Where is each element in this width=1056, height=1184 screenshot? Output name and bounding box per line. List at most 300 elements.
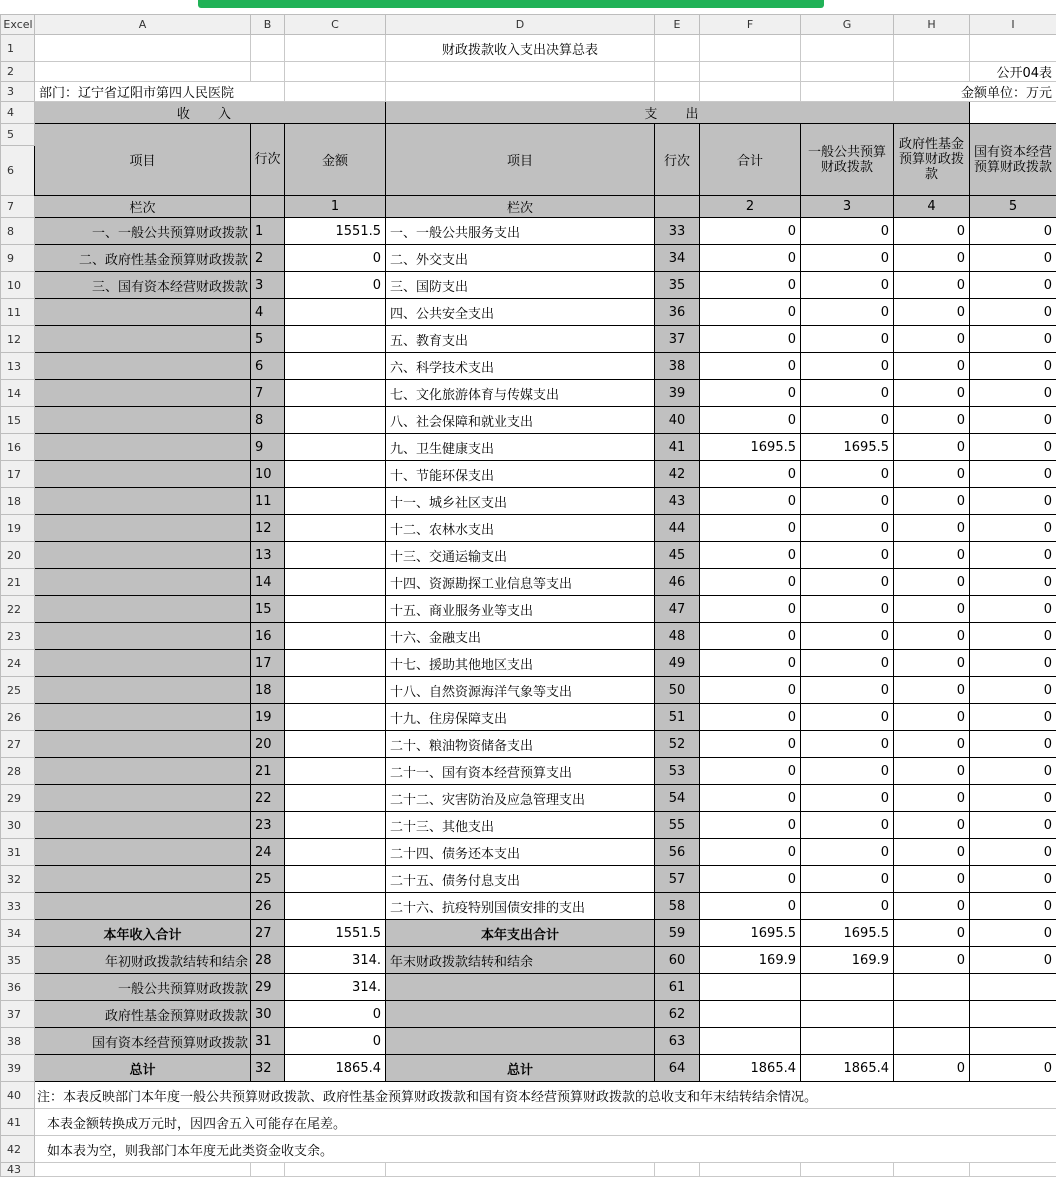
carry-in-amount[interactable]: 314. xyxy=(285,947,386,974)
col-header-h[interactable]: H xyxy=(894,15,970,35)
expense-row-no[interactable]: 44 xyxy=(655,515,700,542)
cell[interactable] xyxy=(285,515,386,542)
cell[interactable] xyxy=(700,1001,801,1028)
expense-row-no[interactable]: 57 xyxy=(655,866,700,893)
soe-budget-value[interactable]: 0 xyxy=(970,407,1056,434)
fund-budget-value[interactable]: 0 xyxy=(894,866,970,893)
sheet-title[interactable]: 财政拨款收入支出决算总表 xyxy=(386,35,655,62)
row-number[interactable]: 8 xyxy=(1,218,35,245)
expense-total-value[interactable]: 0 xyxy=(700,380,801,407)
income-row-no[interactable]: 23 xyxy=(251,812,285,839)
expense-item-label[interactable]: 十五、商业服务业等支出 xyxy=(386,596,655,623)
row-number[interactable]: 12 xyxy=(1,326,35,353)
header-income-item[interactable]: 项目 xyxy=(35,124,251,196)
cell[interactable] xyxy=(285,731,386,758)
row-number[interactable]: 32 xyxy=(1,866,35,893)
cell[interactable] xyxy=(35,353,251,380)
expense-total-value[interactable]: 0 xyxy=(700,704,801,731)
row-number[interactable]: 2 xyxy=(1,62,35,82)
cell[interactable] xyxy=(35,785,251,812)
cell[interactable] xyxy=(35,488,251,515)
row-number[interactable]: 42 xyxy=(1,1136,35,1163)
row-number[interactable]: 20 xyxy=(1,542,35,569)
income-row-no[interactable]: 2 xyxy=(251,245,285,272)
cell[interactable] xyxy=(285,785,386,812)
income-row-no[interactable]: 31 xyxy=(251,1028,285,1055)
soe-budget-value[interactable]: 0 xyxy=(970,299,1056,326)
expense-item-label[interactable]: 六、科学技术支出 xyxy=(386,353,655,380)
income-amount-value[interactable]: 1551.5 xyxy=(285,218,386,245)
grand-expense-general[interactable]: 1865.4 xyxy=(801,1055,894,1082)
row-number[interactable]: 37 xyxy=(1,1001,35,1028)
expense-row-no[interactable]: 34 xyxy=(655,245,700,272)
expense-total-soe[interactable]: 0 xyxy=(970,920,1056,947)
cell[interactable] xyxy=(35,704,251,731)
header-expense-item[interactable]: 项目 xyxy=(386,124,655,196)
cell[interactable] xyxy=(285,35,386,62)
expense-total-general[interactable]: 1695.5 xyxy=(801,920,894,947)
carry-out-soe[interactable]: 0 xyxy=(970,947,1056,974)
soe-budget-value[interactable]: 0 xyxy=(970,380,1056,407)
cell[interactable] xyxy=(970,1001,1056,1028)
row-number[interactable]: 3 xyxy=(1,82,35,102)
income-row-no[interactable]: 14 xyxy=(251,569,285,596)
cell[interactable] xyxy=(801,1163,894,1177)
expense-row-no[interactable]: 52 xyxy=(655,731,700,758)
cell[interactable] xyxy=(285,596,386,623)
general-budget-value[interactable]: 0 xyxy=(801,866,894,893)
income-row-no[interactable]: 9 xyxy=(251,434,285,461)
fund-budget-value[interactable]: 0 xyxy=(894,893,970,920)
expense-total-value[interactable]: 0 xyxy=(700,839,801,866)
expense-item-label[interactable]: 十六、金融支出 xyxy=(386,623,655,650)
row-number[interactable]: 18 xyxy=(1,488,35,515)
fund-budget-value[interactable]: 0 xyxy=(894,515,970,542)
soe-budget-value[interactable]: 0 xyxy=(970,245,1056,272)
soe-budget-value[interactable]: 0 xyxy=(970,704,1056,731)
expense-total-value[interactable]: 0 xyxy=(700,353,801,380)
expense-row-no[interactable]: 42 xyxy=(655,461,700,488)
cell[interactable] xyxy=(35,380,251,407)
fund-budget-value[interactable]: 0 xyxy=(894,758,970,785)
carry-in-label[interactable]: 政府性基金预算财政拨款 xyxy=(35,1001,251,1028)
cell[interactable] xyxy=(655,62,700,82)
expense-total-value[interactable]: 0 xyxy=(700,866,801,893)
carry-in-label[interactable]: 国有资本经营预算财政拨款 xyxy=(35,1028,251,1055)
cell[interactable] xyxy=(894,1163,970,1177)
soe-budget-value[interactable]: 0 xyxy=(970,542,1056,569)
row-number[interactable]: 25 xyxy=(1,677,35,704)
cell[interactable] xyxy=(386,1001,655,1028)
expense-row-no[interactable]: 59 xyxy=(655,920,700,947)
row-number[interactable]: 35 xyxy=(1,947,35,974)
col-num-4[interactable]: 4 xyxy=(894,196,970,218)
expense-total-value[interactable]: 0 xyxy=(700,515,801,542)
income-row-no[interactable]: 15 xyxy=(251,596,285,623)
expense-item-label[interactable]: 十一、城乡社区支出 xyxy=(386,488,655,515)
unit-label[interactable]: 金额单位：万元 xyxy=(894,82,1056,102)
cell[interactable] xyxy=(894,62,970,82)
soe-budget-value[interactable]: 0 xyxy=(970,677,1056,704)
col-header-i[interactable]: I xyxy=(970,15,1056,35)
cell[interactable] xyxy=(700,35,801,62)
expense-item-label[interactable]: 一、一般公共服务支出 xyxy=(386,218,655,245)
soe-budget-value[interactable]: 0 xyxy=(970,461,1056,488)
expense-item-label[interactable]: 十四、资源勘探工业信息等支出 xyxy=(386,569,655,596)
expense-total-fund[interactable]: 0 xyxy=(894,920,970,947)
income-row-no[interactable]: 32 xyxy=(251,1055,285,1082)
grand-expense-fund[interactable]: 0 xyxy=(894,1055,970,1082)
footnote[interactable]: 本表金额转换成万元时，因四舍五入可能存在尾差。 xyxy=(35,1109,1056,1136)
header-income-amount[interactable]: 金额 xyxy=(285,124,386,196)
row-number[interactable]: 1 xyxy=(1,35,35,62)
income-row-no[interactable]: 13 xyxy=(251,542,285,569)
carry-in-label[interactable]: 一般公共预算财政拨款 xyxy=(35,974,251,1001)
cell[interactable] xyxy=(251,35,285,62)
general-budget-value[interactable]: 0 xyxy=(801,326,894,353)
expense-total-value[interactable]: 0 xyxy=(700,245,801,272)
expense-row-no[interactable]: 49 xyxy=(655,650,700,677)
row-number[interactable]: 6 xyxy=(1,146,35,196)
income-row-no[interactable]: 16 xyxy=(251,623,285,650)
col-header-b[interactable]: B xyxy=(251,15,285,35)
expense-row-no[interactable]: 54 xyxy=(655,785,700,812)
cell[interactable] xyxy=(35,542,251,569)
soe-budget-value[interactable]: 0 xyxy=(970,569,1056,596)
expense-row-no[interactable]: 50 xyxy=(655,677,700,704)
expense-item-label[interactable]: 二十、粮油物资储备支出 xyxy=(386,731,655,758)
row-number[interactable]: 14 xyxy=(1,380,35,407)
grand-expense-total[interactable]: 1865.4 xyxy=(700,1055,801,1082)
expense-item-label[interactable]: 二、外交支出 xyxy=(386,245,655,272)
general-budget-value[interactable]: 0 xyxy=(801,272,894,299)
income-row-no[interactable]: 4 xyxy=(251,299,285,326)
cell[interactable] xyxy=(35,893,251,920)
income-row-no[interactable]: 12 xyxy=(251,515,285,542)
cell[interactable] xyxy=(700,1163,801,1177)
cell[interactable] xyxy=(35,812,251,839)
expense-row-no[interactable]: 35 xyxy=(655,272,700,299)
expense-total-value[interactable]: 0 xyxy=(700,461,801,488)
cell[interactable] xyxy=(285,434,386,461)
cell[interactable] xyxy=(285,461,386,488)
expense-total-value[interactable]: 0 xyxy=(700,407,801,434)
expense-row-no[interactable]: 64 xyxy=(655,1055,700,1082)
row-number[interactable]: 40 xyxy=(1,1082,35,1109)
general-budget-value[interactable]: 0 xyxy=(801,758,894,785)
expense-item-label[interactable]: 四、公共安全支出 xyxy=(386,299,655,326)
expense-row-no[interactable]: 56 xyxy=(655,839,700,866)
general-budget-value[interactable]: 0 xyxy=(801,380,894,407)
fund-budget-value[interactable]: 0 xyxy=(894,542,970,569)
col-header-a[interactable]: A xyxy=(35,15,251,35)
cell[interactable] xyxy=(894,35,970,62)
expense-item-label[interactable]: 三、国防支出 xyxy=(386,272,655,299)
income-row-no[interactable]: 18 xyxy=(251,677,285,704)
expense-row-no[interactable]: 47 xyxy=(655,596,700,623)
cell[interactable] xyxy=(285,353,386,380)
row-number[interactable]: 28 xyxy=(1,758,35,785)
income-row-no[interactable]: 27 xyxy=(251,920,285,947)
row-number[interactable]: 10 xyxy=(1,272,35,299)
carry-in-amount[interactable]: 0 xyxy=(285,1001,386,1028)
expense-item-label[interactable]: 二十三、其他支出 xyxy=(386,812,655,839)
soe-budget-value[interactable]: 0 xyxy=(970,326,1056,353)
cell[interactable] xyxy=(35,569,251,596)
row-number[interactable]: 41 xyxy=(1,1109,35,1136)
cell[interactable] xyxy=(386,82,655,102)
income-row-no[interactable]: 7 xyxy=(251,380,285,407)
expense-row-no[interactable]: 40 xyxy=(655,407,700,434)
fund-budget-value[interactable]: 0 xyxy=(894,245,970,272)
soe-budget-value[interactable]: 0 xyxy=(970,866,1056,893)
income-item-label[interactable]: 二、政府性基金预算财政拨款 xyxy=(35,245,251,272)
income-row-no[interactable]: 30 xyxy=(251,1001,285,1028)
expense-total-value[interactable]: 0 xyxy=(700,893,801,920)
cell[interactable] xyxy=(285,839,386,866)
carry-out-total[interactable]: 169.9 xyxy=(700,947,801,974)
expense-item-label[interactable]: 二十四、债务还本支出 xyxy=(386,839,655,866)
expense-item-label[interactable]: 七、文化旅游体育与传媒支出 xyxy=(386,380,655,407)
expense-row-no[interactable]: 55 xyxy=(655,812,700,839)
expense-total-value[interactable]: 1695.5 xyxy=(700,434,801,461)
fund-budget-value[interactable]: 0 xyxy=(894,731,970,758)
cell[interactable] xyxy=(35,1163,251,1177)
cell[interactable] xyxy=(35,35,251,62)
row-number[interactable]: 15 xyxy=(1,407,35,434)
row-number[interactable]: 34 xyxy=(1,920,35,947)
expense-item-label[interactable]: 十七、援助其他地区支出 xyxy=(386,650,655,677)
cell[interactable] xyxy=(285,82,386,102)
cell[interactable] xyxy=(285,542,386,569)
cell[interactable] xyxy=(894,974,970,1001)
cell[interactable] xyxy=(894,1001,970,1028)
grand-expense-label[interactable]: 总计 xyxy=(386,1055,655,1082)
cell[interactable] xyxy=(35,623,251,650)
header-soe-budget[interactable]: 国有资本经营预算财政拨款 xyxy=(970,124,1056,196)
col-num-1[interactable]: 1 xyxy=(285,196,386,218)
cell[interactable] xyxy=(655,82,700,102)
soe-budget-value[interactable]: 0 xyxy=(970,758,1056,785)
grand-income-label[interactable]: 总计 xyxy=(35,1055,251,1082)
expense-row-no[interactable]: 38 xyxy=(655,353,700,380)
cell[interactable] xyxy=(285,299,386,326)
fund-budget-value[interactable]: 0 xyxy=(894,434,970,461)
cell[interactable] xyxy=(35,596,251,623)
header-expense-total[interactable]: 合计 xyxy=(700,124,801,196)
soe-budget-value[interactable]: 0 xyxy=(970,515,1056,542)
general-budget-value[interactable]: 0 xyxy=(801,407,894,434)
expense-total-value[interactable]: 0 xyxy=(700,488,801,515)
cell[interactable] xyxy=(801,35,894,62)
row-number[interactable]: 36 xyxy=(1,974,35,1001)
cell[interactable] xyxy=(285,650,386,677)
expense-total-label[interactable]: 本年支出合计 xyxy=(386,920,655,947)
expense-row-no[interactable]: 43 xyxy=(655,488,700,515)
general-budget-value[interactable]: 0 xyxy=(801,515,894,542)
income-item-label[interactable]: 一、一般公共预算财政拨款 xyxy=(35,218,251,245)
row-number[interactable]: 13 xyxy=(1,353,35,380)
col-num-2[interactable]: 2 xyxy=(700,196,801,218)
expense-total-value[interactable]: 0 xyxy=(700,326,801,353)
soe-budget-value[interactable]: 0 xyxy=(970,893,1056,920)
soe-budget-value[interactable]: 0 xyxy=(970,434,1056,461)
expense-row-no[interactable]: 58 xyxy=(655,893,700,920)
fund-budget-value[interactable]: 0 xyxy=(894,353,970,380)
expense-item-label[interactable]: 十三、交通运输支出 xyxy=(386,542,655,569)
soe-budget-value[interactable]: 0 xyxy=(970,785,1056,812)
income-row-no[interactable]: 21 xyxy=(251,758,285,785)
cell[interactable] xyxy=(285,623,386,650)
expense-total-total[interactable]: 1695.5 xyxy=(700,920,801,947)
carry-out-fund[interactable]: 0 xyxy=(894,947,970,974)
col-header-g[interactable]: G xyxy=(801,15,894,35)
form-code[interactable]: 公开04表 xyxy=(970,62,1056,82)
general-budget-value[interactable]: 0 xyxy=(801,299,894,326)
cell[interactable] xyxy=(285,380,386,407)
fund-budget-value[interactable]: 0 xyxy=(894,704,970,731)
fund-budget-value[interactable]: 0 xyxy=(894,326,970,353)
cell[interactable] xyxy=(285,1163,386,1177)
carry-in-amount[interactable]: 0 xyxy=(285,1028,386,1055)
general-budget-value[interactable]: 0 xyxy=(801,596,894,623)
income-row-no[interactable]: 28 xyxy=(251,947,285,974)
expense-item-label[interactable]: 十、节能环保支出 xyxy=(386,461,655,488)
row-number[interactable]: 43 xyxy=(1,1163,35,1177)
fund-budget-value[interactable]: 0 xyxy=(894,488,970,515)
cell[interactable] xyxy=(700,82,801,102)
expense-total-value[interactable]: 0 xyxy=(700,650,801,677)
general-budget-value[interactable]: 0 xyxy=(801,731,894,758)
expense-total-value[interactable]: 0 xyxy=(700,569,801,596)
cell[interactable] xyxy=(386,1163,655,1177)
soe-budget-value[interactable]: 0 xyxy=(970,272,1056,299)
income-row-no[interactable]: 17 xyxy=(251,650,285,677)
cell[interactable] xyxy=(35,758,251,785)
cell[interactable] xyxy=(35,407,251,434)
col-header-c[interactable]: C xyxy=(285,15,386,35)
cell[interactable] xyxy=(35,62,251,82)
department-label[interactable]: 部门：辽宁省辽阳市第四人民医院 xyxy=(35,82,285,102)
income-row-no[interactable]: 8 xyxy=(251,407,285,434)
expense-row-no[interactable]: 33 xyxy=(655,218,700,245)
fund-budget-value[interactable]: 0 xyxy=(894,785,970,812)
cell[interactable] xyxy=(894,1028,970,1055)
carry-out-label[interactable]: 年末财政拨款结转和结余 xyxy=(386,947,655,974)
soe-budget-value[interactable]: 0 xyxy=(970,839,1056,866)
header-fund-budget[interactable]: 政府性基金预算财政拨款 xyxy=(894,124,970,196)
cell[interactable] xyxy=(386,974,655,1001)
general-budget-value[interactable]: 0 xyxy=(801,812,894,839)
soe-budget-value[interactable]: 0 xyxy=(970,353,1056,380)
expense-item-label[interactable]: 九、卫生健康支出 xyxy=(386,434,655,461)
soe-budget-value[interactable]: 0 xyxy=(970,218,1056,245)
fund-budget-value[interactable]: 0 xyxy=(894,461,970,488)
expense-item-label[interactable]: 二十二、灾害防治及应急管理支出 xyxy=(386,785,655,812)
cell[interactable] xyxy=(970,35,1056,62)
cell[interactable] xyxy=(970,1028,1056,1055)
expense-item-label[interactable]: 十八、自然资源海洋气象等支出 xyxy=(386,677,655,704)
header-income-row-no[interactable]: 行次 xyxy=(251,124,285,196)
header-general-budget[interactable]: 一般公共预算财政拨款 xyxy=(801,124,894,196)
general-budget-value[interactable]: 1695.5 xyxy=(801,434,894,461)
general-budget-value[interactable]: 0 xyxy=(801,218,894,245)
row-number[interactable]: 22 xyxy=(1,596,35,623)
income-row-no[interactable]: 24 xyxy=(251,839,285,866)
cell[interactable] xyxy=(655,1163,700,1177)
expense-row-no[interactable]: 48 xyxy=(655,623,700,650)
lanci-label[interactable]: 栏次 xyxy=(386,196,655,218)
row-number[interactable]: 33 xyxy=(1,893,35,920)
soe-budget-value[interactable]: 0 xyxy=(970,731,1056,758)
cell[interactable] xyxy=(251,62,285,82)
row-number[interactable]: 11 xyxy=(1,299,35,326)
grand-income-amount[interactable]: 1865.4 xyxy=(285,1055,386,1082)
general-budget-value[interactable]: 0 xyxy=(801,353,894,380)
carry-out-general[interactable]: 169.9 xyxy=(801,947,894,974)
fund-budget-value[interactable]: 0 xyxy=(894,299,970,326)
soe-budget-value[interactable]: 0 xyxy=(970,650,1056,677)
row-number[interactable]: 5 xyxy=(1,124,35,146)
expense-row-no[interactable]: 62 xyxy=(655,1001,700,1028)
income-row-no[interactable]: 6 xyxy=(251,353,285,380)
expense-total-value[interactable]: 0 xyxy=(700,758,801,785)
general-budget-value[interactable]: 0 xyxy=(801,650,894,677)
carry-in-amount[interactable]: 314. xyxy=(285,974,386,1001)
income-row-no[interactable]: 29 xyxy=(251,974,285,1001)
cell[interactable] xyxy=(251,1163,285,1177)
row-number[interactable]: 23 xyxy=(1,623,35,650)
row-number[interactable]: 27 xyxy=(1,731,35,758)
col-header-e[interactable]: E xyxy=(655,15,700,35)
row-number[interactable]: 24 xyxy=(1,650,35,677)
fund-budget-value[interactable]: 0 xyxy=(894,650,970,677)
fund-budget-value[interactable]: 0 xyxy=(894,569,970,596)
col-num-3[interactable]: 3 xyxy=(801,196,894,218)
expense-row-no[interactable]: 36 xyxy=(655,299,700,326)
expense-total-value[interactable]: 0 xyxy=(700,677,801,704)
income-row-no[interactable]: 11 xyxy=(251,488,285,515)
col-num-5[interactable]: 5 xyxy=(970,196,1056,218)
col-header-d[interactable]: D xyxy=(386,15,655,35)
income-header[interactable]: 收 入 xyxy=(35,102,386,124)
general-budget-value[interactable]: 0 xyxy=(801,893,894,920)
cell[interactable] xyxy=(285,326,386,353)
row-number[interactable]: 39 xyxy=(1,1055,35,1082)
expense-item-label[interactable]: 十九、住房保障支出 xyxy=(386,704,655,731)
cell[interactable] xyxy=(35,650,251,677)
expense-total-value[interactable]: 0 xyxy=(700,812,801,839)
soe-budget-value[interactable]: 0 xyxy=(970,812,1056,839)
expense-total-value[interactable]: 0 xyxy=(700,299,801,326)
general-budget-value[interactable]: 0 xyxy=(801,488,894,515)
fund-budget-value[interactable]: 0 xyxy=(894,677,970,704)
header-expense-row-no[interactable]: 行次 xyxy=(655,124,700,196)
expense-total-value[interactable]: 0 xyxy=(700,596,801,623)
fund-budget-value[interactable]: 0 xyxy=(894,407,970,434)
expense-total-value[interactable]: 0 xyxy=(700,731,801,758)
general-budget-value[interactable]: 0 xyxy=(801,461,894,488)
row-number[interactable]: 19 xyxy=(1,515,35,542)
cell[interactable] xyxy=(35,515,251,542)
cell[interactable] xyxy=(700,62,801,82)
expense-row-no[interactable]: 39 xyxy=(655,380,700,407)
income-amount-value[interactable]: 0 xyxy=(285,245,386,272)
cell[interactable] xyxy=(285,677,386,704)
soe-budget-value[interactable]: 0 xyxy=(970,596,1056,623)
general-budget-value[interactable]: 0 xyxy=(801,677,894,704)
fund-budget-value[interactable]: 0 xyxy=(894,839,970,866)
